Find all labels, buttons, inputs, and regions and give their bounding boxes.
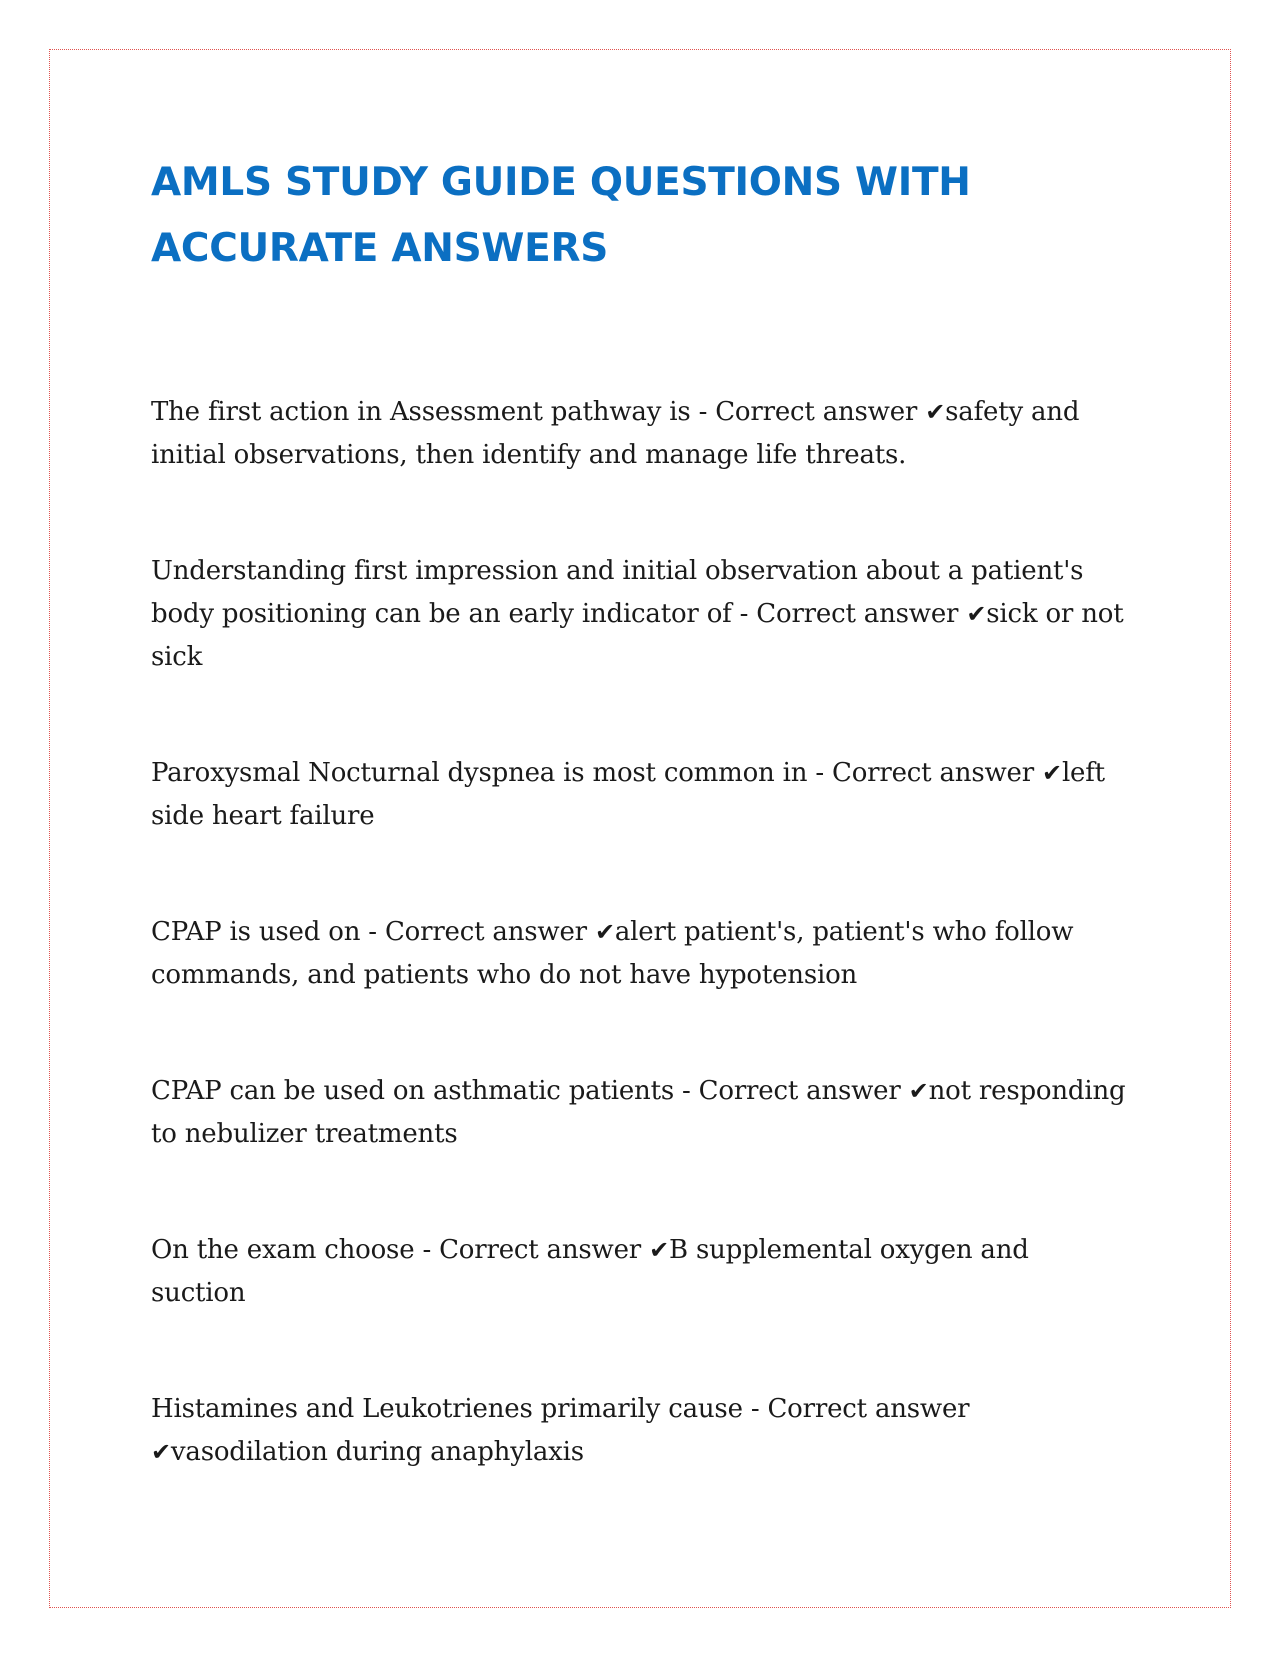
checkmark-icon: ✔ [151,1438,171,1466]
answer-text: vasodilation during anaphylaxis [170,1437,584,1467]
answer-text: sick or not sick [151,599,1124,672]
document-header [151,150,1131,282]
question-text: The first action in Assessment pathway is - Correct answer [151,397,926,427]
question-text: Understanding first impression and initial observation about a patient's body positioning can be an early indicator of - Correct answer [151,556,1084,629]
document-title: AMLS STUDY GUIDE QUESTIONS WITH ACCURATE ANSWERS [151,160,971,271]
qa-item [151,752,1131,911]
answer-text: B supplemental oxygen and suction [151,1235,1029,1308]
qa-item [151,911,1131,1070]
answer-text: safety and initial observations, then identify and manage life threats. [151,397,1080,470]
qa-item [151,391,1131,550]
checkmark-icon: ✔ [594,918,615,946]
checkmark-icon: ✔ [908,1077,929,1105]
qa-item [151,1229,1131,1388]
checkmark-icon: ✔ [966,600,987,628]
qa-item [151,1070,1131,1229]
answer-text: alert patient's, patient's who follow commands, and patients who do not have hypotension [151,917,1074,990]
answer-text: left side heart failure [151,758,1105,831]
qa-item [151,550,1131,752]
answer-text: not responding to nebulizer treatments [151,1076,1126,1149]
checkmark-icon: ✔ [1042,759,1062,787]
checkmark-icon: ✔ [649,1236,670,1264]
question-text: CPAP can be used on asthmatic patients - Correct answer [151,1076,909,1106]
question-text: CPAP is used on - Correct answer [151,917,595,947]
checkmark-icon: ✔ [925,398,946,426]
question-text: On the exam choose - Correct answer [151,1235,650,1265]
qa-item [151,1388,1131,1547]
qa-list [151,391,1131,1547]
question-text: Histamines and Leukotrienes primarily cause - Correct answer [151,1394,970,1424]
question-text: Paroxysmal Nocturnal dyspnea is most common in - Correct answer [151,758,1043,788]
